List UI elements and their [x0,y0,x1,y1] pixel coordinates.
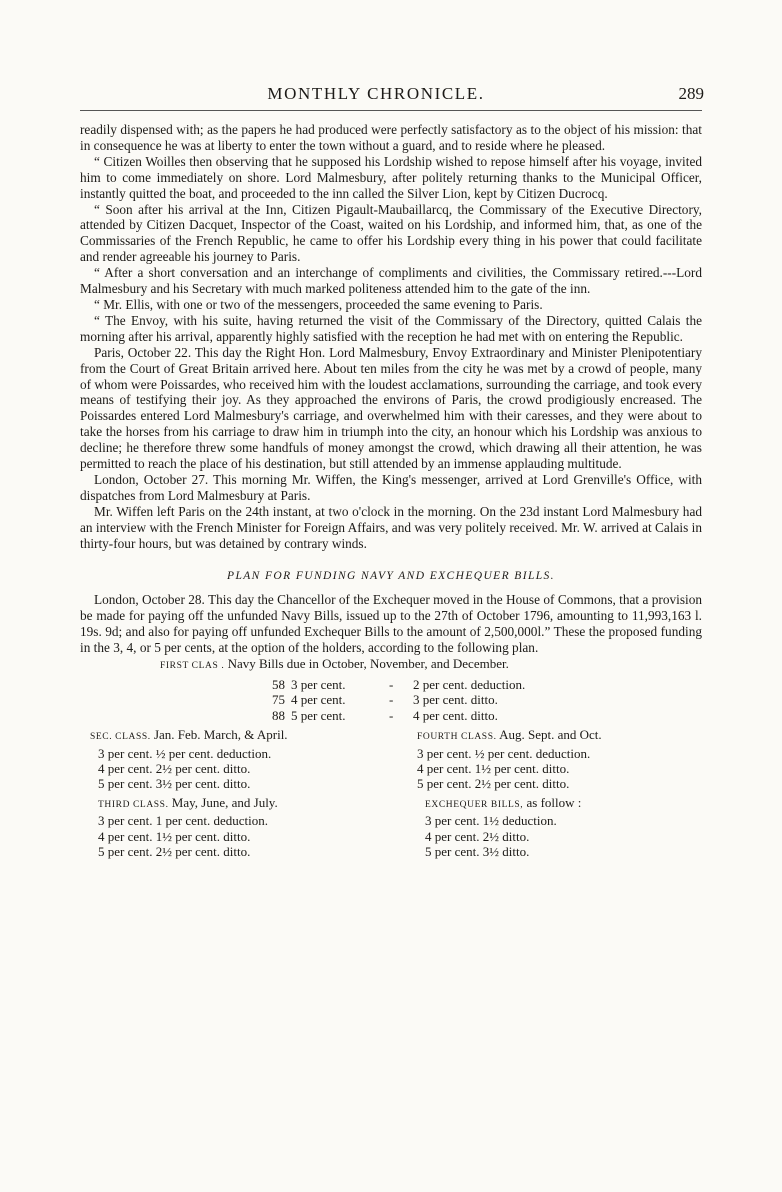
list-item: 4 per cent. 1½ per cent. ditto. [98,828,251,844]
article-body [80,122,702,862]
exchequer-label: EXCHEQUER BILLS, [425,799,524,810]
list-item: 3 per cent. ½ per cent. deduction. [98,745,272,761]
exchequer-heading [417,795,702,813]
table-row [255,708,525,723]
table-cell: - [389,676,394,692]
second-class-label: SEC. CLASS. [90,732,151,743]
paragraph: readily dispensed with; as the papers he had produced were perfectly satisfactory as to the object of his mission: that in consequence he was at liberty to enter the town without a guard, and to reside where he pleased. [80,122,702,153]
third-class-label: THIRD CLASS. [98,799,169,810]
first-class-text: Navy Bills due in October, November, and December. [227,656,509,671]
table-cell: 3 per cent. [291,676,346,692]
left-column [80,727,405,862]
table-cell: 3 per cent. ditto. [413,692,498,708]
table-cell: - [389,692,394,708]
table-cell: 5 per cent. [291,707,346,723]
section-intro: London, October 28. This day the Chancellor of the Exchequer moved in the House of Commons, that a provision be made for paying off the unfunded Navy Bills, issued up to the 27th of October 1796, amounting to 11,993,163 l. 19s. 9d; and also for paying off unfunded Exchequer Bills to the amount of 2,500,000l.” These the proposed funding in the 3, 4, or 5 per cents, at the option of the holders, according to the following plan. [80,592,702,656]
third-class-text: May, June, and July. [171,794,278,810]
table-row [255,692,525,707]
exchequer-block [417,795,702,860]
table-cell: 88 [272,707,285,723]
paragraph: “ The Envoy, with his suite, having returned the visit of the Commissary of the Directory, quitted Calais the morning after his arrival, apparently highly satisfied with the reception he had met with on entering the Republic. [80,312,702,344]
fourth-class-text: Aug. Sept. and Oct. [499,727,602,743]
list-item: 4 per cent. 2½ per cent. ditto. [98,760,251,776]
list-item: 5 per cent. 2½ per cent. ditto. [417,776,570,792]
classes-grid [80,727,702,862]
table-row [255,677,525,692]
list-item: 3 per cent. 1 per cent. deduction. [98,813,269,829]
third-class-heading [90,795,405,813]
table-cell: 75 [272,692,285,708]
header-rule [80,110,702,111]
right-column [405,727,702,862]
fourth-class-block [417,727,702,792]
second-class-block [90,727,405,792]
section-spacer [80,551,702,563]
list-item: 4 per cent. 2½ ditto. [425,828,530,844]
paragraph: “ Mr. Ellis, with one or two of the messengers, proceeded the same evening to Paris. [94,296,543,312]
table-cell: 4 per cent. ditto. [413,707,498,723]
second-class-text: Jan. Feb. March, & April. [153,727,288,743]
third-class-block [90,795,405,860]
list-item: 4 per cent. 1½ per cent. ditto. [417,760,570,776]
paragraph: Mr. Wiffen left Paris on the 24th instant, at two o'clock in the morning. On the 23d instant Lord Malmesbury had an interview with the French Minister for Foreign Affairs, and was very politely received. Mr. W. arrived at Calais in thirty-four hours, but was detained by contrary winds. [80,503,702,551]
fourth-class-label: FOURTH CLASS. [417,732,497,743]
running-head [80,84,704,104]
section-heading: PLAN FOR FUNDING NAVY AND EXCHEQUER BILLS. [227,570,555,583]
table-cell: 58 [272,676,285,692]
first-class-label: FIRST CLAS . [160,661,225,671]
paragraph: Paris, October 22. This day the Right Hon. Lord Malmesbury, Envoy Extraordinary and Minister Plenipotentiary from the Court of Great Britain arrived here. About ten miles from the city he was met by a crowd of people, many of whom were Poissardes, who received him with the loudest acclamations, surrounding the carriage, and took every means of testifying their joy. As they approached the environs of Paris, the crowd prodigiously encreased. The Poissardes entered Lord Malmesbury's carriage, and overwhelmed him with their caresses, and they were about to take the horses from his carriage to draw him in triumph into the city, an honour which his Lordship was anxious to decline; he therefore threw some handfuls of money amongst the crowd, which drawing all their attention, he was permitted to reach the place of his destination, but still attended by an immense applauding multitude. [80,344,702,472]
list-item: 3 per cent. 1½ deduction. [425,813,557,829]
exchequer-text: as follow : [526,794,582,810]
table-cell: 4 per cent. [291,692,346,708]
list-item: 5 per cent. 3½ ditto. [425,843,530,859]
table-cell: - [389,707,394,723]
first-class-table [255,677,525,723]
list-item: 3 per cent. ½ per cent. deduction. [417,745,591,761]
list-item: 5 per cent. 2½ per cent. ditto. [98,843,251,859]
paragraph: “ Citizen Woilles then observing that he supposed his Lordship wished to repose himself after his voyage, invited him to come immediately on shore. Lord Malmesbury, after politely returning thanks to the Municipal Officer, instantly quitted the boat, and proceeded to the inn called the Silver Lion, kept by Citizen Ducrocq. [80,153,702,201]
list-item: 5 per cent. 3½ per cent. ditto. [98,776,251,792]
running-title: MONTHLY CHRONICLE. [267,84,485,103]
paragraph: London, October 27. This morning Mr. Wiffen, the King's messenger, arrived at Lord Grenville's Office, with dispatches from Lord Malmesbury at Paris. [80,471,702,503]
page-number: 289 [678,84,704,103]
fourth-class-heading [417,727,702,745]
paragraph: “ Soon after his arrival at the Inn, Citizen Pigault-Maubaillarcq, the Commissary of the Executive Directory, attended by Citizen Dacquet, Inspector of the Coast, waited on his Lordship, and informed him, that, as one of the Commissaries of the French Republic, he came to offer his Lordship every thing in his power that could facilitate and render agreeable his journey to Paris. [80,201,702,265]
paragraph: “ After a short conversation and an interchange of compliments and civilities, the Commissary retired.---Lord Malmesbury and his Secretary with much marked politeness attended him to the gate of the inn. [80,265,702,297]
first-class-line [80,656,702,675]
second-class-heading [90,727,405,745]
table-cell: 2 per cent. deduction. [413,676,526,692]
